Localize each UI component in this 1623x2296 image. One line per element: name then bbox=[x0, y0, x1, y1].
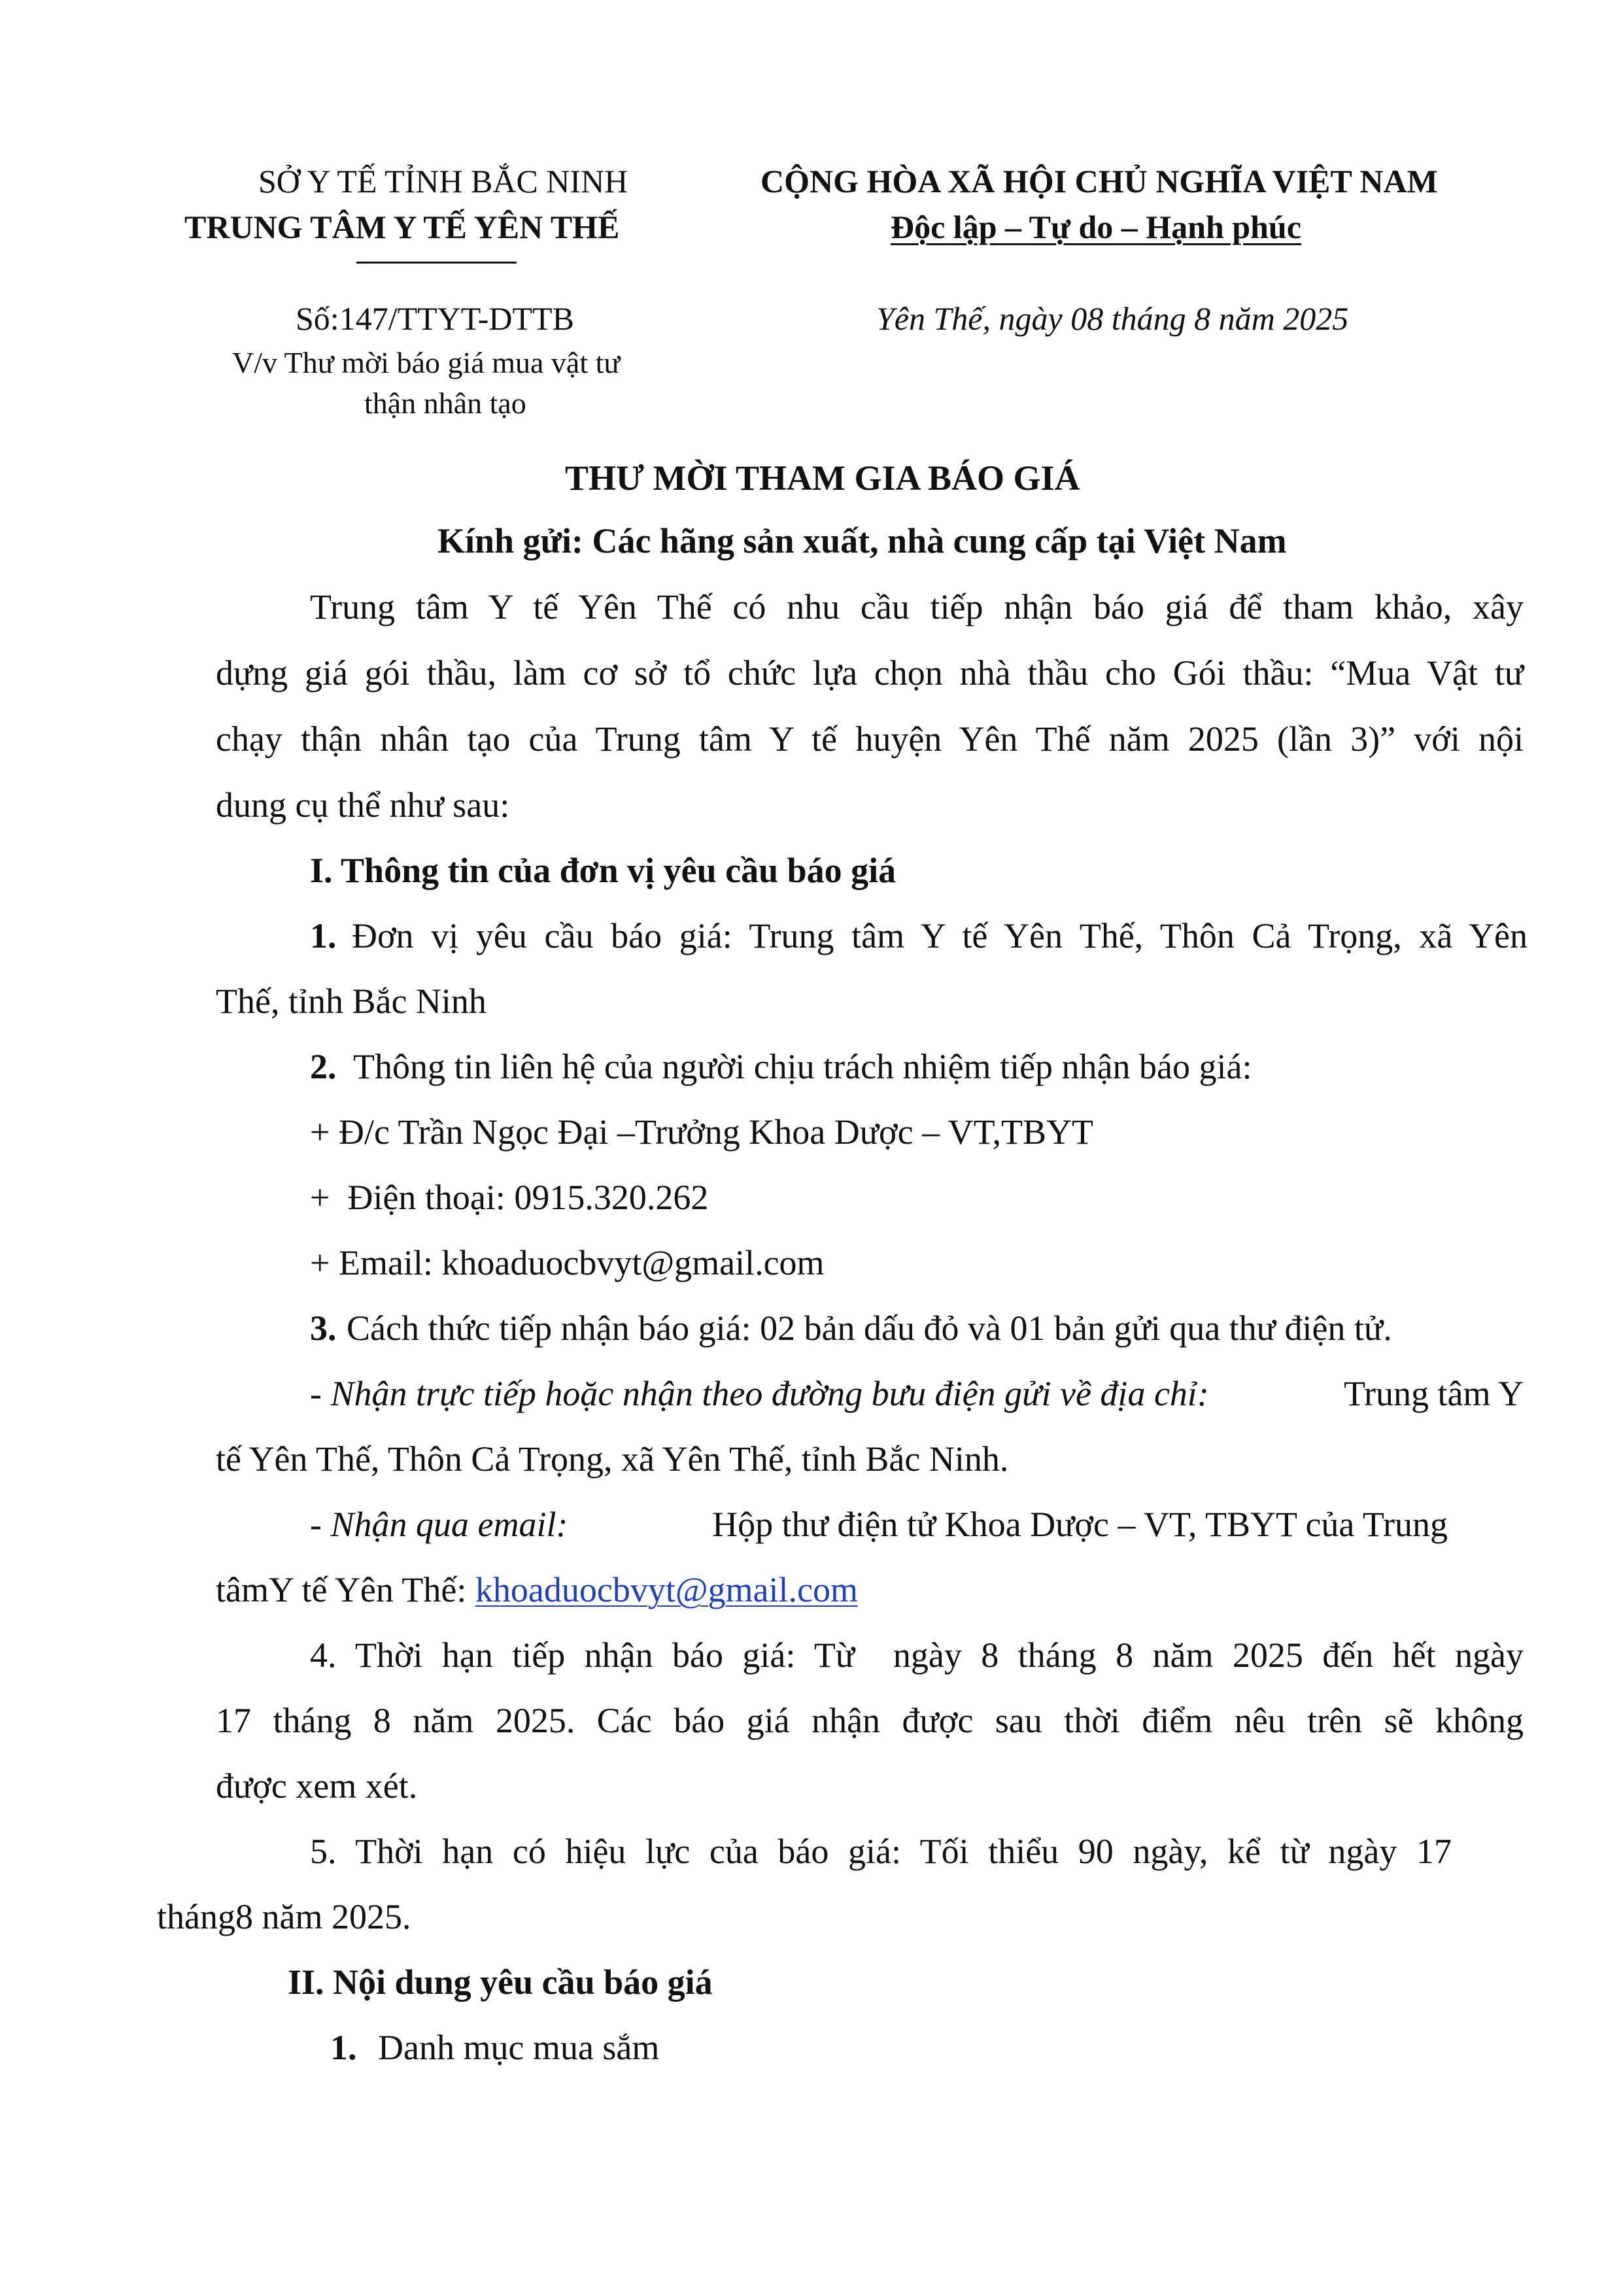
email-receipt-value: Hộp thư điện tử Khoa Dược – VT, TBYT của Trung bbox=[712, 1505, 1448, 1544]
place-and-date: Yên Thế, ngày 08 tháng 8 năm 2025 bbox=[876, 300, 1349, 337]
contact-person: + Đ/c Trần Ngọc Đại –Trưởng Khoa Dược – VT,TBYT bbox=[310, 1112, 1094, 1152]
item-4-line-3: được xem xét. bbox=[216, 1766, 418, 1806]
item-4-line-1: 4. Thời hạn tiếp nhận báo giá: Từ ngày 8 tháng 8 năm 2025 đến hết ngày bbox=[310, 1636, 1524, 1675]
section-2-heading: II. Nội dung yêu cầu báo giá bbox=[288, 1962, 713, 2002]
letter-title: THƯ MỜI THAM GIA BÁO GIÁ bbox=[565, 458, 1080, 498]
email-receipt-prefix: tâmY tế Yên Thế: bbox=[216, 1570, 475, 1609]
item-5-line-1: 5. Thời hạn có hiệu lực của báo giá: Tối thiểu 90 ngày, kể từ ngày 17 bbox=[310, 1832, 1452, 1871]
country-name: CỘNG HÒA XÃ HỘI CHỦ NGHĨA VIỆT NAM bbox=[760, 163, 1438, 199]
intro-line-4: dung cụ thể như sau: bbox=[216, 785, 510, 825]
item-5-line-2: tháng8 năm 2025. bbox=[157, 1897, 411, 1936]
recipient-line: Kính gửi: Các hãng sản xuất, nhà cung cấp tại Việt Nam bbox=[437, 521, 1287, 560]
direct-receipt-line-1 bbox=[310, 1373, 1524, 1414]
document-number: Số:147/TTYT-DTTB bbox=[296, 300, 574, 337]
email-receipt-line-1 bbox=[310, 1504, 1448, 1545]
contact-email: + Email: khoaduocbvyt@gmail.com bbox=[310, 1243, 825, 1282]
section-2-item-1-text: Danh mục mua sắm bbox=[378, 2028, 660, 2067]
item-1-line-1: Đơn vị yêu cầu báo giá: Trung tâm Y tế Yên Thế, Thôn Cả Trọng, xã Yên bbox=[352, 916, 1528, 955]
item-4-line-2: 17 tháng 8 năm 2025. Các báo giá nhận được sau thời điểm nêu trên sẽ không bbox=[216, 1701, 1524, 1740]
item-3-number: 3. bbox=[310, 1309, 337, 1348]
item-1-line-2: Thế, tỉnh Bắc Ninh bbox=[216, 982, 487, 1021]
direct-receipt-label: - Nhận trực tiếp hoặc nhận theo đường bưu điện gửi về địa chỉ: bbox=[310, 1374, 1209, 1413]
section-1-heading: I. Thông tin của đơn vị yêu cầu báo giá bbox=[310, 851, 897, 890]
email-link[interactable]: khoaduocbvyt@gmail.com bbox=[475, 1570, 859, 1609]
direct-receipt-value: Trung tâm Y bbox=[1343, 1374, 1524, 1413]
intro-line-2: dựng giá gói thầu, làm cơ sở tổ chức lựa chọn nhà thầu cho Gói thầu: “Mua Vật tư bbox=[216, 653, 1524, 693]
email-receipt-line-2 bbox=[216, 1569, 858, 1610]
email-receipt-label: - Nhận qua email: bbox=[310, 1505, 568, 1544]
item-3-text: Cách thức tiếp nhận báo giá: 02 bản dấu đỏ và 01 bản gửi qua thư điện tử. bbox=[347, 1309, 1392, 1348]
direct-receipt-line-2: tế Yên Thế, Thôn Cả Trọng, xã Yên Thế, tỉnh Bắc Ninh. bbox=[216, 1439, 1009, 1479]
item-2-number: 2. bbox=[310, 1047, 337, 1086]
authority-name: SỞ Y TẾ TỈNH BẮC NINH bbox=[258, 163, 628, 199]
intro-line-1: Trung tâm Y tế Yên Thế có nhu cầu tiếp nhận báo giá để tham khảo, xây bbox=[310, 587, 1524, 626]
contact-phone: + Điện thoại: 0915.320.262 bbox=[310, 1178, 709, 1217]
item-1-number: 1. bbox=[310, 916, 337, 955]
item-2-text: Thông tin liên hệ của người chịu trách nhiệm tiếp nhận báo giá: bbox=[353, 1047, 1252, 1086]
intro-line-3: chạy thận nhân tạo của Trung tâm Y tế huyện Yên Thế năm 2025 (lần 3)” với nội bbox=[216, 719, 1524, 759]
organization-name: TRUNG TÂM Y TẾ YÊN THẾ bbox=[184, 209, 620, 245]
subject-line-2: thận nhân tạo bbox=[364, 386, 526, 420]
section-2-item-1-number: 1. bbox=[330, 2028, 357, 2067]
subject-line-1: V/v Thư mời báo giá mua vật tư bbox=[232, 346, 621, 379]
national-motto: Độc lập – Tự do – Hạnh phúc bbox=[891, 209, 1301, 245]
header-left-rule bbox=[356, 262, 517, 264]
